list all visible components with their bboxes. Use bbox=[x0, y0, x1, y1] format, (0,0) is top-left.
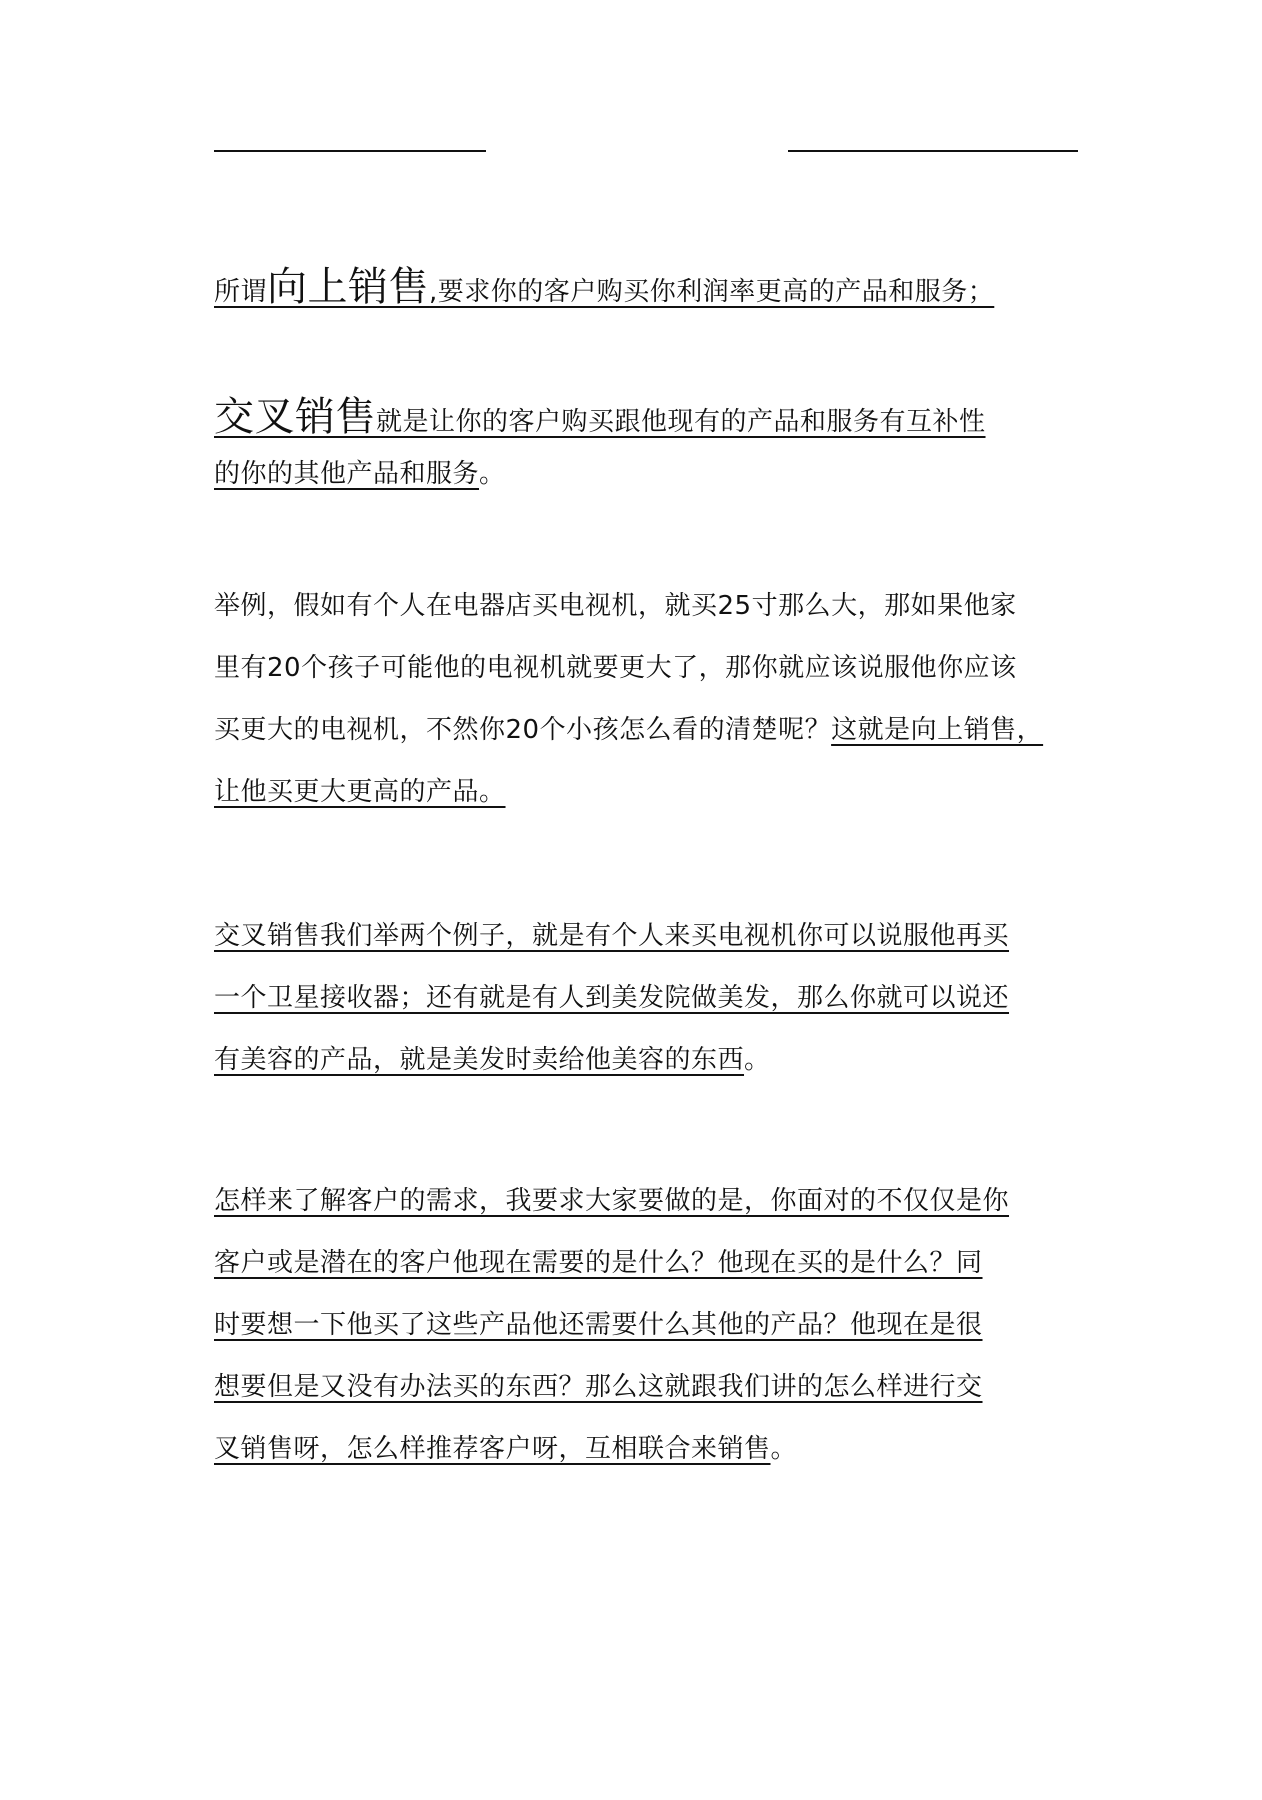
paragraph-customer-needs bbox=[214, 1180, 1094, 1480]
paragraph-line bbox=[214, 385, 986, 442]
period: 。 bbox=[479, 459, 506, 489]
paragraph-cross-selling-definition bbox=[214, 385, 1094, 495]
paragraph-line: 客户或是潜在的客户他现在需要的是什么？他现在买的是什么？同 bbox=[214, 1248, 983, 1278]
period: 。 bbox=[770, 1434, 798, 1464]
paragraph-line: 里有20个孩子可能他的电视机就要更大了，那你就应该说服他你应该 bbox=[214, 653, 1017, 683]
paragraph-line: 让他买更大更高的产品。 bbox=[214, 777, 506, 807]
period: 。 bbox=[744, 1045, 771, 1075]
paragraph-line bbox=[214, 453, 506, 490]
paragraph-line: 时要想一下他买了这些产品他还需要什么其他的产品？他现在是很 bbox=[214, 1310, 983, 1340]
header-rule-right bbox=[788, 150, 1078, 152]
closing-text: 叉销售呀，怎么样推荐客户呀，互相联合来销售 bbox=[214, 1434, 771, 1464]
paragraph-line: 交叉销售我们举两个例子，就是有个人来买电视机你可以说服他再买 bbox=[214, 921, 1010, 951]
example-text: 买更大的电视机，不然你20个小孩怎么看的清楚呢？ bbox=[214, 715, 832, 745]
paragraph-line: 一个卫星接收器；还有就是有人到美发院做美发，那么你就可以说还 bbox=[214, 983, 1010, 1013]
paragraph-line: 举例，假如有个人在电器店买电视机，就买25寸那么大，那如果他家 bbox=[214, 591, 1017, 621]
paragraph-line bbox=[214, 1428, 797, 1465]
term-cross-selling: 交叉销售 bbox=[214, 394, 376, 440]
paragraph-upselling-definition bbox=[214, 255, 1094, 310]
term-upselling: 向上销售 bbox=[267, 264, 430, 310]
header-rule-left bbox=[214, 150, 486, 152]
definition-text: 就是让你的客户购买跟他现有的产品和服务有互补性 bbox=[376, 407, 986, 437]
paragraph-cross-selling-example bbox=[214, 915, 1094, 1085]
paragraph-line: 怎样来了解客户的需求，我要求大家要做的是，你面对的不仅仅是你 bbox=[214, 1186, 1010, 1216]
paragraph-upselling-example bbox=[214, 585, 1094, 815]
example-text: 有美容的产品，就是美发时卖给他美容的东西 bbox=[214, 1045, 745, 1075]
definition-text: ,要求你的客户购买你利润率更高的产品和服务； bbox=[429, 277, 995, 307]
paragraph-line bbox=[214, 709, 1043, 746]
definition-text: 的你的其他产品和服务 bbox=[214, 459, 480, 489]
example-conclusion: 这就是向上销售， bbox=[831, 715, 1044, 745]
paragraph-line bbox=[214, 1039, 771, 1076]
text-prefix: 所谓 bbox=[214, 277, 268, 307]
paragraph-line: 想要但是又没有办法买的东西？那么这就跟我们讲的怎么样进行交 bbox=[214, 1372, 983, 1402]
paragraph-line bbox=[214, 255, 994, 312]
